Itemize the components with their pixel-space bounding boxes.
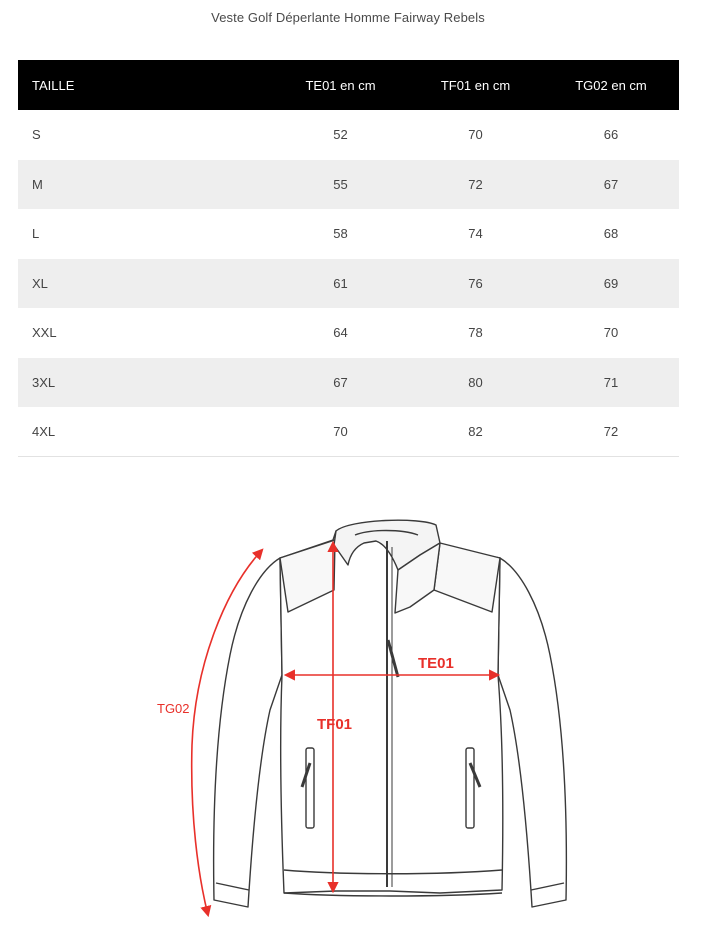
cell-te01: 55 [333, 176, 348, 192]
cell-size: L [32, 226, 40, 242]
cell-tf01: 70 [468, 127, 483, 143]
table-row [18, 160, 679, 210]
right-sleeve [498, 558, 566, 907]
cell-tg02: 70 [603, 325, 619, 341]
header-size: TAILLE [32, 77, 75, 93]
size-chart-table [18, 60, 679, 457]
tg02-label: TG02 [157, 701, 190, 716]
te01-label: TE01 [418, 655, 454, 672]
header-tf01: TF01 en cm [440, 77, 511, 93]
table-header-row [18, 60, 679, 110]
cell-te01: 67 [333, 374, 348, 390]
cell-size: 4XL [32, 424, 56, 439]
cell-te01: 64 [333, 325, 348, 341]
page-title: Veste Golf Déperlante Homme Fairway Rebels [211, 10, 485, 25]
cell-tf01: 82 [468, 424, 483, 439]
cell-size: M [32, 176, 43, 192]
left-pocket [306, 748, 314, 828]
jacket-measurement-diagram [150, 495, 580, 925]
cell-tf01: 80 [468, 374, 483, 390]
header-te01: TE01 en cm [305, 77, 376, 93]
cell-tg02: 66 [603, 127, 619, 143]
cell-tf01: 72 [468, 176, 483, 192]
tf01-label: TF01 [317, 716, 353, 733]
cell-tg02: 69 [603, 275, 619, 291]
cell-tg02: 67 [603, 176, 619, 192]
table-row [18, 308, 679, 358]
cell-tf01: 74 [468, 226, 483, 242]
cell-tf01: 76 [468, 275, 483, 291]
cell-tg02: 71 [603, 374, 619, 390]
cell-te01: 61 [333, 275, 348, 291]
cell-tf01: 78 [468, 325, 483, 341]
cell-tg02: 68 [603, 226, 619, 242]
cell-te01: 52 [333, 127, 348, 143]
table-row [18, 358, 679, 408]
hem-bottom [284, 893, 502, 896]
jacket-outline [214, 520, 567, 907]
header-tg02: TG02 en cm [575, 77, 647, 93]
table-row [18, 110, 679, 160]
cell-size: XXL [32, 325, 57, 341]
cell-size: 3XL [32, 374, 56, 390]
table-row [18, 407, 679, 457]
cell-te01: 58 [333, 226, 348, 242]
table-row [18, 259, 679, 309]
cell-size: XL [32, 275, 48, 291]
cell-te01: 70 [333, 424, 348, 439]
cell-tg02: 72 [603, 424, 619, 439]
cell-size: S [32, 127, 41, 143]
table-row [18, 209, 679, 259]
right-pocket [466, 748, 474, 828]
